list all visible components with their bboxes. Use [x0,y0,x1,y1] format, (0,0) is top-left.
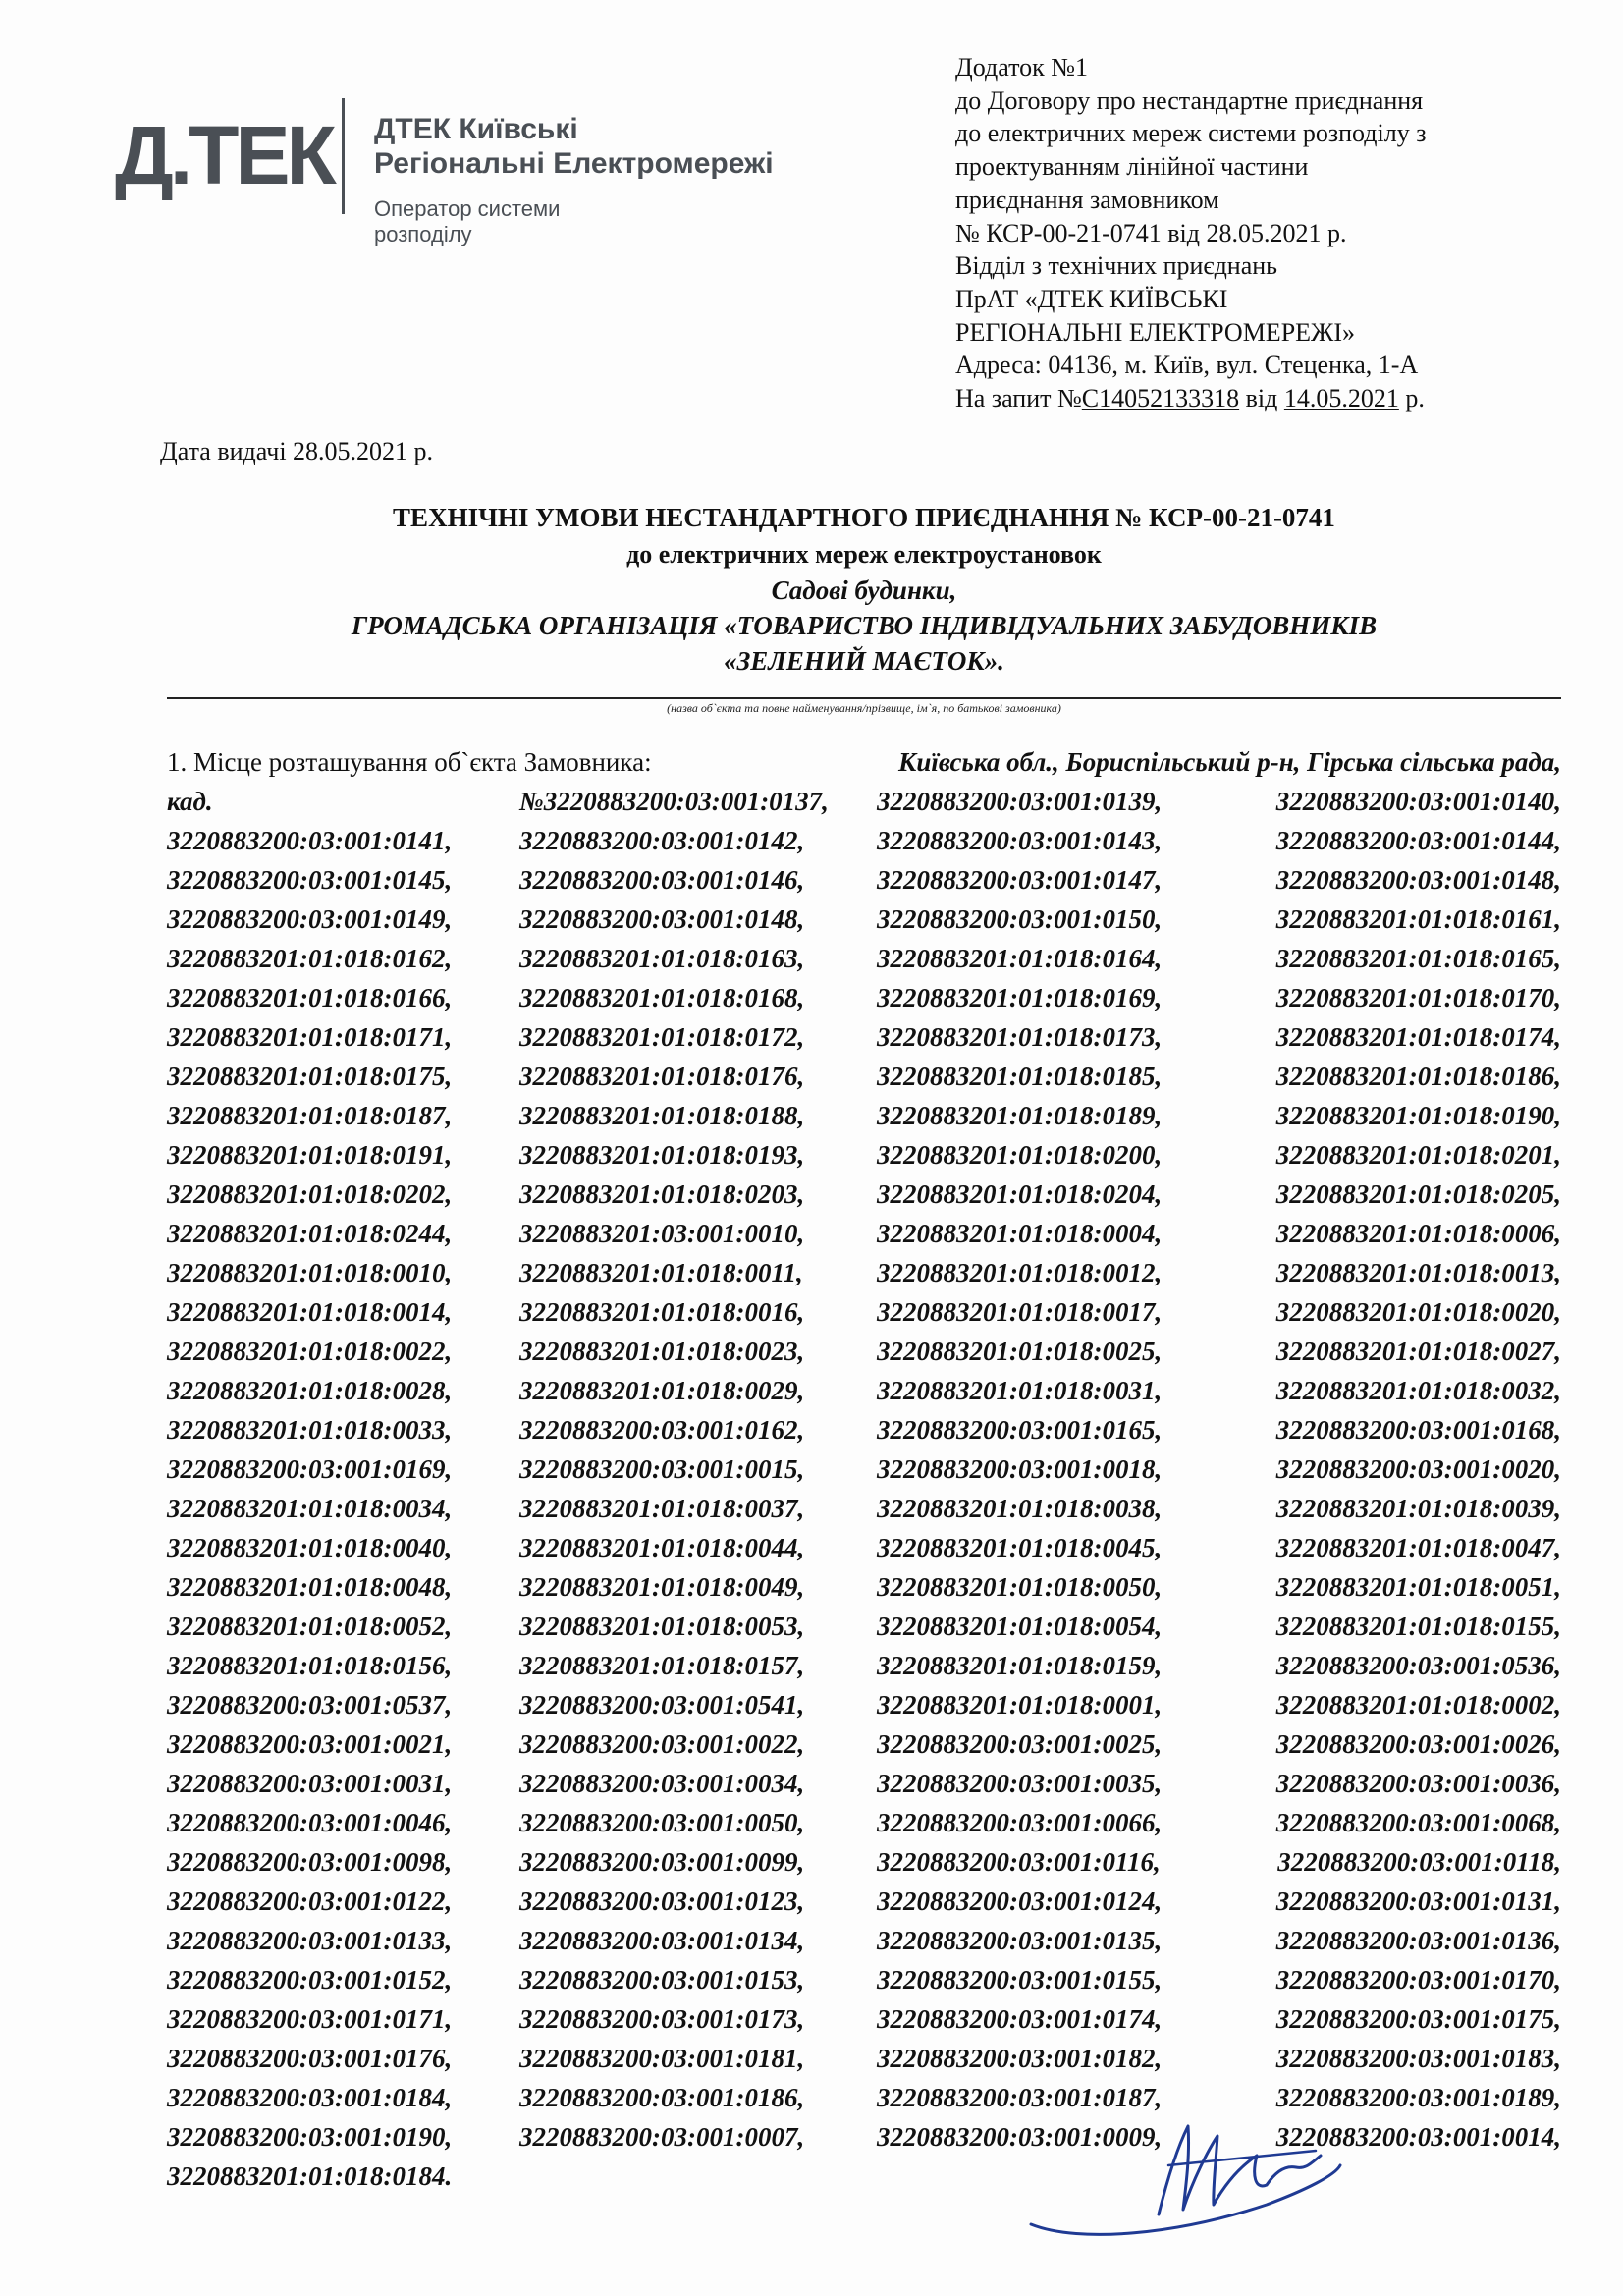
appendix-line: РЕГІОНАЛЬНІ ЕЛЕКТРОМЕРЕЖІ» [955,317,1355,347]
cadastral-code: 3220883200:03:001:0162, [519,1415,805,1445]
cadastral-code: 3220883201:01:018:0186, [1275,1062,1561,1091]
cadastral-code: 3220883201:01:018:0205, [1275,1179,1561,1209]
cadastral-code: 3220883200:03:001:0153, [519,1965,805,1995]
cadastral-code: 3220883200:03:001:0155, [877,1965,1163,1995]
request-suffix: р. [1398,384,1425,413]
cadastral-code: 3220883201:01:018:0185, [877,1062,1163,1091]
title-line-3: Садові будинки, [771,575,957,605]
cadastral-code: 3220883201:01:018:0172, [519,1022,805,1052]
cadastral-code: 3220883201:01:018:0037, [519,1494,805,1523]
cadastral-code: 3220883200:03:001:0171, [167,2004,453,2034]
cadastral-code: 3220883200:03:001:0146, [519,865,805,895]
cadastral-code: 3220883201:01:018:0045, [877,1533,1163,1562]
cadastral-code: 3220883201:01:018:0023, [519,1337,805,1366]
cadastral-code: 3220883201:01:018:0048, [167,1572,453,1602]
cadastral-code: 3220883201:01:018:0169, [877,983,1163,1012]
cadastral-code: 3220883201:01:018:0159, [877,1651,1163,1680]
cadastral-code: 3220883200:03:001:0026, [1275,1729,1561,1759]
logo-subtitle-line-2: розподілу [374,222,472,247]
company-logo [115,98,930,265]
appendix-header [955,51,1594,415]
title-note: (назва об`єкта та повне найменування/прізвище, ім`я, по батькові замовника) [667,701,1061,715]
cadastral-code: 3220883201:01:018:0029, [519,1376,805,1405]
cadastral-code: 3220883200:03:001:0009, [877,2122,1163,2152]
cadastral-code: 3220883201:01:018:0001, [877,1690,1163,1720]
cadastral-code: 3220883201:01:018:0047, [1275,1533,1561,1562]
section-1-lead [167,742,1561,782]
cadastral-code: 3220883200:03:001:0183, [1275,2044,1561,2073]
cadastral-code: 3220883201:01:018:0051, [1275,1572,1561,1602]
cadastral-code: 3220883200:03:001:0150, [877,904,1163,934]
appendix-line: до електричних мереж системи розподілу з [955,119,1427,148]
cadastral-code: 3220883200:03:001:0152, [167,1965,453,1995]
cadastral-code: 3220883201:01:018:0171, [167,1022,453,1052]
cadastral-code: 3220883201:01:018:0034, [167,1494,453,1523]
cadastral-code: 3220883201:01:018:0157, [519,1651,805,1680]
cadastral-code: 3220883200:03:001:0176, [167,2044,453,2073]
cadastral-code: 3220883201:01:018:0189, [877,1101,1163,1130]
cadastral-code: 3220883200:03:001:0149, [167,904,453,934]
document-title [167,499,1561,679]
cadastral-code: 3220883200:03:001:0131, [1275,1886,1561,1916]
appendix-line: Відділ з технічних приєднань [955,251,1278,281]
cadastral-code: №3220883200:03:001:0137, [519,787,829,816]
cadastral-code: 3220883200:03:001:0143, [877,826,1163,855]
cadastral-code: 3220883200:03:001:0134, [519,1926,805,1955]
cadastral-code: 3220883200:03:001:0099, [519,1847,805,1877]
cadastral-code: 3220883200:03:001:0148, [519,904,805,934]
logo-company-name [374,112,774,182]
cadastral-code: 3220883200:03:001:0139, [877,787,1163,816]
title-rule [167,697,1561,699]
cadastral-code: 3220883201:01:018:0201, [1275,1140,1561,1170]
signature [1021,2097,1345,2254]
cadastral-code: 3220883201:01:018:0002, [1275,1690,1561,1720]
logo-name-line-2: Регіональні Електромережі [374,147,774,181]
cadastral-code: 3220883201:01:018:0176, [519,1062,805,1091]
logo-subtitle [374,196,560,248]
cadastral-code: 3220883201:01:018:0054, [877,1612,1163,1641]
cadastral-code: 3220883200:03:001:0148, [1275,865,1561,895]
cadastral-code: 3220883201:01:018:0188, [519,1101,805,1130]
cadastral-code: 3220883200:03:001:0118, [1277,1847,1561,1877]
cadastral-code: 3220883201:01:018:0202, [167,1179,453,1209]
appendix-line: Адреса: 04136, м. Київ, вул. Стеценка, 1-А [955,351,1419,380]
cadastral-code: 3220883201:01:018:0204, [877,1179,1163,1209]
cadastral-code: 3220883200:03:001:0145, [167,865,453,895]
cadastral-code: 3220883201:01:018:0170, [1275,983,1561,1012]
cadastral-code: 3220883200:03:001:0046, [167,1808,453,1837]
cadastral-code: 3220883201:01:018:0044, [519,1533,805,1562]
cadastral-code: 3220883201:01:018:0012, [877,1258,1163,1287]
logo-name-line-1: ДТЕК Київські [374,113,578,145]
cadastral-code: 3220883200:03:001:0133, [167,1926,453,1955]
logo-divider [342,98,345,214]
cadastral-prefix: кад. [167,787,213,816]
cadastral-code: 3220883200:03:001:0007, [519,2122,805,2152]
appendix-line: Додаток №1 [955,53,1089,82]
cadastral-code: 3220883201:03:001:0010, [519,1219,805,1248]
cadastral-code: 3220883201:01:018:0040, [167,1533,453,1562]
cadastral-code: 3220883200:03:001:0144, [1275,826,1561,855]
cadastral-code: 3220883201:01:018:0165, [1275,944,1561,973]
cadastral-code: 3220883201:01:018:0193, [519,1140,805,1170]
cadastral-code: 3220883200:03:001:0021, [167,1729,453,1759]
cadastral-code: 3220883200:03:001:0184, [167,2083,453,2112]
cadastral-code: 3220883200:03:001:0031, [167,1769,453,1798]
cadastral-code: 3220883200:03:001:0181, [519,2044,805,2073]
cadastral-code: 3220883201:01:018:0006, [1275,1219,1561,1248]
cadastral-code: 3220883201:01:018:0028, [167,1376,453,1405]
section-1-label: 1. Місце розташування об`єкта Замовника: [167,747,652,777]
logo-subtitle-line-1: Оператор системи [374,196,561,221]
title-line-2: до електричних мереж електроустановок [626,540,1102,569]
cadastral-code: 3220883200:03:001:0190, [167,2122,453,2152]
cadastral-code: 3220883200:03:001:0174, [877,2004,1163,2034]
cadastral-code: 3220883201:01:018:0175, [167,1062,453,1091]
cadastral-code: 3220883201:01:018:0187, [167,1101,453,1130]
cadastral-code: 3220883200:03:001:0168, [1275,1415,1561,1445]
cadastral-code: 3220883200:03:001:0098, [167,1847,453,1877]
cadastral-code: 3220883200:03:001:0025, [877,1729,1163,1759]
cadastral-code: 3220883201:01:018:0164, [877,944,1163,973]
cadastral-code: 3220883201:01:018:0244, [167,1219,453,1248]
cadastral-code: 3220883201:01:018:0011, [519,1258,803,1287]
cadastral-code: 3220883201:01:018:0033, [167,1415,453,1445]
request-prefix: На запит № [955,384,1082,413]
cadastral-code: 3220883200:03:001:0035, [877,1769,1163,1798]
cadastral-code: 3220883201:01:018:0200, [877,1140,1163,1170]
cadastral-code: 3220883201:01:018:0039, [1275,1494,1561,1523]
cadastral-code: 3220883201:01:018:0049, [519,1572,805,1602]
cadastral-code: 3220883200:03:001:0014, [1275,2122,1561,2152]
cadastral-code: 3220883201:01:018:0161, [1275,904,1561,934]
cadastral-code: 3220883200:03:001:0536, [1275,1651,1561,1680]
cadastral-code: 3220883200:03:001:0141, [167,826,453,855]
cadastral-code: 3220883201:01:018:0168, [519,983,805,1012]
cadastral-code: 3220883200:03:001:0165, [877,1415,1163,1445]
cadastral-code: 3220883200:03:001:0050, [519,1808,805,1837]
cadastral-code: 3220883201:01:018:0191, [167,1140,453,1170]
appendix-line: № КСР-00-21-0741 від 28.05.2021 р. [955,218,1347,247]
request-from: від [1239,384,1284,413]
cadastral-code: 3220883200:03:001:0187, [877,2083,1163,2112]
cadastral-code: 3220883200:03:001:0066, [877,1808,1163,1837]
request-line [955,382,1594,415]
cadastral-code: 3220883200:03:001:0147, [877,865,1163,895]
cadastral-code: 3220883200:03:001:0122, [167,1886,453,1916]
cadastral-code: 3220883201:01:018:0156, [167,1651,453,1680]
cadastral-code: 3220883200:03:001:0015, [519,1454,805,1484]
appendix-line: проектуванням лінійної частини [955,152,1309,182]
cadastral-code: 3220883201:01:018:0190, [1275,1101,1561,1130]
cadastral-code: 3220883201:01:018:0004, [877,1219,1163,1248]
cadastral-code: 3220883201:01:018:0022, [167,1337,453,1366]
cadastral-code: 3220883201:01:018:0052, [167,1612,453,1641]
cadastral-code: 3220883201:01:018:0184. [167,2161,453,2191]
cadastral-code: 3220883200:03:001:0170, [1275,1965,1561,1995]
cadastral-code: 3220883201:01:018:0173, [877,1022,1163,1052]
cadastral-codes-grid [167,782,1561,2196]
cadastral-code: 3220883201:01:018:0027, [1275,1337,1561,1366]
cadastral-code: 3220883201:01:018:0013, [1275,1258,1561,1287]
cadastral-code: 3220883200:03:001:0182, [877,2044,1163,2073]
cadastral-code: 3220883201:01:018:0163, [519,944,805,973]
cadastral-code: 3220883200:03:001:0116, [877,1847,1161,1877]
cadastral-code: 3220883200:03:001:0135, [877,1926,1163,1955]
cadastral-code: 3220883200:03:001:0186, [519,2083,805,2112]
cadastral-code: 3220883200:03:001:0142, [519,826,805,855]
cadastral-code: 3220883200:03:001:0034, [519,1769,805,1798]
cadastral-code: 3220883200:03:001:0124, [877,1886,1163,1916]
cadastral-code: 3220883201:01:018:0038, [877,1494,1163,1523]
section-1-location [167,742,1561,2196]
cadastral-code: 3220883201:01:018:0017, [877,1297,1163,1327]
title-line-1: ТЕХНІЧНІ УМОВИ НЕСТАНДАРТНОГО ПРИЄДНАННЯ № КСР-00-21-0741 [393,503,1335,532]
request-date: 14.05.2021 [1283,384,1399,413]
cadastral-code: 3220883200:03:001:0189, [1275,2083,1561,2112]
cadastral-code: 3220883201:01:018:0032, [1275,1376,1561,1405]
cadastral-code: 3220883201:01:018:0010, [167,1258,453,1287]
cadastral-code: 3220883200:03:001:0020, [1275,1454,1561,1484]
cadastral-code: 3220883200:03:001:0169, [167,1454,453,1484]
cadastral-code: 3220883200:03:001:0036, [1275,1769,1561,1798]
cadastral-code: 3220883200:03:001:0022, [519,1729,805,1759]
cadastral-code: 3220883200:03:001:0140, [1275,787,1561,816]
cadastral-code: 3220883200:03:001:0537, [167,1690,453,1720]
appendix-line: приєднання замовником [955,185,1219,214]
cadastral-code: 3220883201:01:018:0053, [519,1612,805,1641]
cadastral-code: 3220883201:01:018:0031, [877,1376,1163,1405]
cadastral-code: 3220883200:03:001:0123, [519,1886,805,1916]
cadastral-code: 3220883201:01:018:0166, [167,983,453,1012]
cadastral-code: 3220883201:01:018:0016, [519,1297,805,1327]
request-number: C14052133318 [1081,384,1240,413]
issue-date: Дата видачі 28.05.2021 р. [160,437,434,465]
logo-mark: Д.ТЕК [115,109,333,201]
section-1-location-text: Київська обл., Бориспільський р-н, Гірська сільська рада, [898,747,1561,777]
cadastral-code: 3220883201:01:018:0203, [519,1179,805,1209]
cadastral-code: 3220883200:03:001:0068, [1275,1808,1561,1837]
cadastral-code: 3220883201:01:018:0174, [1275,1022,1561,1052]
cadastral-code: 3220883201:01:018:0162, [167,944,453,973]
cadastral-code: 3220883200:03:001:0173, [519,2004,805,2034]
cadastral-code: 3220883201:01:018:0014, [167,1297,453,1327]
cadastral-code: 3220883201:01:018:0155, [1275,1612,1561,1641]
cadastral-code: 3220883201:01:018:0025, [877,1337,1163,1366]
title-line-5: «ЗЕЛЕНИЙ МАЄТОК». [724,646,1004,676]
cadastral-code: 3220883200:03:001:0136, [1275,1926,1561,1955]
cadastral-code: 3220883201:01:018:0020, [1275,1297,1561,1327]
cadastral-code: 3220883200:03:001:0175, [1275,2004,1561,2034]
cadastral-code: 3220883201:01:018:0050, [877,1572,1163,1602]
cadastral-code: 3220883200:03:001:0018, [877,1454,1163,1484]
appendix-line: до Договору про нестандартне приєднання [955,85,1424,115]
title-line-4: ГРОМАДСЬКА ОРГАНІЗАЦІЯ «ТОВАРИСТВО ІНДИВІДУАЛЬНИХ ЗАБУДОВНИКІВ [351,611,1378,640]
appendix-line: ПрАТ «ДТЕК КИЇВСЬКІ [955,284,1228,313]
cadastral-code: 3220883200:03:001:0541, [519,1690,805,1720]
